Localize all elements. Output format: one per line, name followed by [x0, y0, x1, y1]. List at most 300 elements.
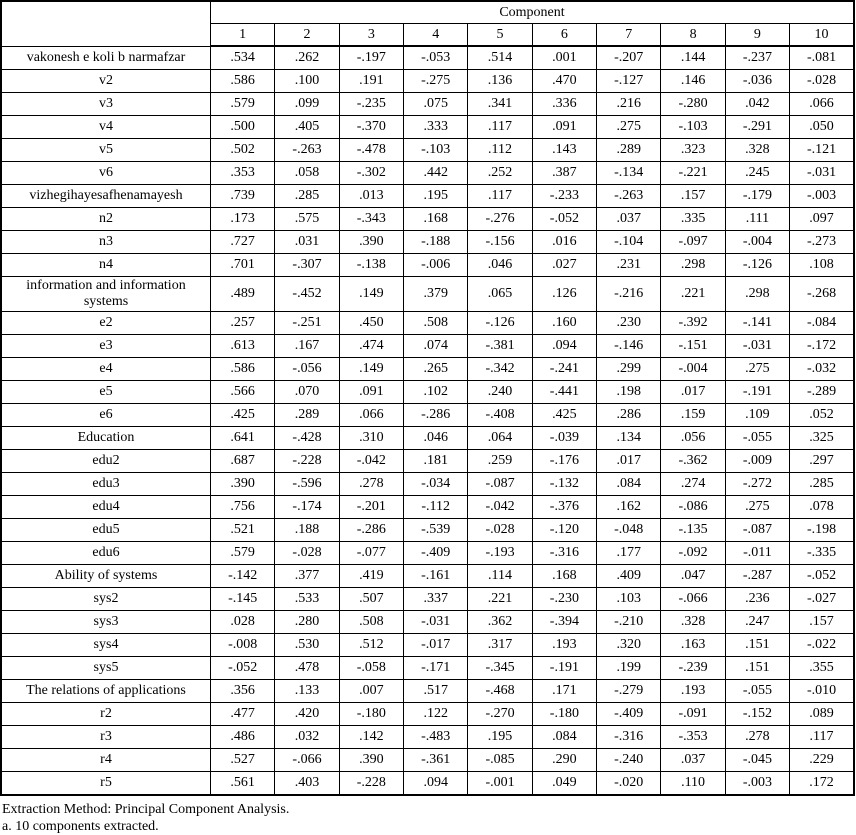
- matrix-cell: -.228: [275, 449, 339, 472]
- matrix-cell: .285: [275, 184, 339, 207]
- matrix-cell: .013: [339, 184, 403, 207]
- matrix-cell: -.135: [661, 518, 725, 541]
- matrix-cell: -.409: [404, 541, 468, 564]
- matrix-cell: .109: [725, 403, 789, 426]
- matrix-cell: .756: [211, 495, 275, 518]
- matrix-cell: -.241: [532, 357, 596, 380]
- matrix-cell: .058: [275, 161, 339, 184]
- table-row: [1, 46, 854, 69]
- matrix-cell: -.335: [790, 541, 854, 564]
- matrix-cell: .110: [661, 771, 725, 795]
- table-row: [1, 702, 854, 725]
- matrix-cell: .390: [339, 230, 403, 253]
- matrix-cell: -.042: [339, 449, 403, 472]
- row-label: v2: [1, 69, 211, 92]
- table-row: [1, 472, 854, 495]
- matrix-cell: .074: [404, 334, 468, 357]
- matrix-cell: -.028: [790, 69, 854, 92]
- matrix-cell: -.539: [404, 518, 468, 541]
- matrix-cell: .353: [211, 161, 275, 184]
- matrix-cell: .037: [661, 748, 725, 771]
- table-row: [1, 426, 854, 449]
- matrix-cell: .240: [468, 380, 532, 403]
- matrix-cell: -.045: [725, 748, 789, 771]
- matrix-cell: -.022: [790, 633, 854, 656]
- matrix-cell: .280: [275, 610, 339, 633]
- matrix-cell: .162: [597, 495, 661, 518]
- matrix-cell: .335: [661, 207, 725, 230]
- matrix-cell: .142: [339, 725, 403, 748]
- matrix-cell: -.132: [532, 472, 596, 495]
- table-footnotes: [2, 801, 856, 835]
- row-label: n3: [1, 230, 211, 253]
- matrix-cell: .278: [725, 725, 789, 748]
- matrix-cell: -.263: [275, 138, 339, 161]
- matrix-cell: -.394: [532, 610, 596, 633]
- matrix-cell: -.092: [661, 541, 725, 564]
- table-row: [1, 495, 854, 518]
- row-label: information and information systems: [1, 276, 211, 311]
- matrix-cell: .739: [211, 184, 275, 207]
- matrix-cell: .310: [339, 426, 403, 449]
- row-label: edu2: [1, 449, 211, 472]
- row-label: The relations of applications: [1, 679, 211, 702]
- matrix-cell: -.240: [597, 748, 661, 771]
- matrix-cell: -.276: [468, 207, 532, 230]
- matrix-cell: .149: [339, 276, 403, 311]
- matrix-cell: -.362: [661, 449, 725, 472]
- row-label: sys4: [1, 633, 211, 656]
- row-label: edu6: [1, 541, 211, 564]
- matrix-cell: .286: [597, 403, 661, 426]
- matrix-cell: -.126: [468, 311, 532, 334]
- matrix-cell: .289: [597, 138, 661, 161]
- matrix-cell: -.003: [790, 184, 854, 207]
- matrix-cell: -.441: [532, 380, 596, 403]
- row-label: e6: [1, 403, 211, 426]
- matrix-cell: -.235: [339, 92, 403, 115]
- table-row: [1, 115, 854, 138]
- matrix-cell: -.316: [532, 541, 596, 564]
- matrix-cell: -.086: [661, 495, 725, 518]
- matrix-cell: .420: [275, 702, 339, 725]
- matrix-cell: -.270: [468, 702, 532, 725]
- matrix-cell: -.004: [725, 230, 789, 253]
- matrix-cell: .323: [661, 138, 725, 161]
- matrix-cell: .425: [211, 403, 275, 426]
- matrix-cell: .245: [725, 161, 789, 184]
- matrix-cell: .143: [532, 138, 596, 161]
- column-header: 7: [597, 24, 661, 47]
- matrix-cell: .195: [468, 725, 532, 748]
- matrix-cell: -.001: [468, 771, 532, 795]
- matrix-cell: -.193: [468, 541, 532, 564]
- matrix-cell: .527: [211, 748, 275, 771]
- table-row: [1, 253, 854, 276]
- matrix-cell: .032: [275, 725, 339, 748]
- group-header-row: [1, 1, 854, 24]
- matrix-cell: .052: [790, 403, 854, 426]
- matrix-cell: -.055: [725, 426, 789, 449]
- matrix-cell: -.056: [275, 357, 339, 380]
- matrix-cell: -.188: [404, 230, 468, 253]
- matrix-cell: .221: [468, 587, 532, 610]
- matrix-cell: .409: [597, 564, 661, 587]
- matrix-cell: .356: [211, 679, 275, 702]
- matrix-cell: -.268: [790, 276, 854, 311]
- matrix-cell: .419: [339, 564, 403, 587]
- matrix-cell: -.286: [339, 518, 403, 541]
- matrix-cell: .508: [404, 311, 468, 334]
- row-label: sys3: [1, 610, 211, 633]
- matrix-cell: -.198: [790, 518, 854, 541]
- matrix-cell: -.039: [532, 426, 596, 449]
- row-label: n2: [1, 207, 211, 230]
- row-label: r5: [1, 771, 211, 795]
- matrix-cell: -.275: [404, 69, 468, 92]
- matrix-cell: -.121: [790, 138, 854, 161]
- matrix-cell: .167: [275, 334, 339, 357]
- matrix-cell: -.237: [725, 46, 789, 69]
- matrix-cell: .016: [532, 230, 596, 253]
- matrix-cell: .146: [661, 69, 725, 92]
- matrix-cell: .530: [275, 633, 339, 656]
- table-row: [1, 610, 854, 633]
- matrix-cell: .173: [211, 207, 275, 230]
- row-label: r4: [1, 748, 211, 771]
- table-row: [1, 207, 854, 230]
- matrix-cell: .502: [211, 138, 275, 161]
- table-row: [1, 276, 854, 311]
- matrix-cell: -.091: [661, 702, 725, 725]
- matrix-cell: -.345: [468, 656, 532, 679]
- matrix-cell: .477: [211, 702, 275, 725]
- matrix-cell: .317: [468, 633, 532, 656]
- table-row: [1, 725, 854, 748]
- matrix-cell: .075: [404, 92, 468, 115]
- matrix-cell: .114: [468, 564, 532, 587]
- matrix-cell: .328: [725, 138, 789, 161]
- matrix-cell: .177: [597, 541, 661, 564]
- matrix-cell: .265: [404, 357, 468, 380]
- matrix-cell: .066: [790, 92, 854, 115]
- matrix-cell: -.103: [661, 115, 725, 138]
- matrix-cell: .247: [725, 610, 789, 633]
- matrix-cell: -.097: [661, 230, 725, 253]
- matrix-cell: .181: [404, 449, 468, 472]
- table-row: [1, 656, 854, 679]
- matrix-cell: .727: [211, 230, 275, 253]
- matrix-cell: -.053: [404, 46, 468, 69]
- table-row: [1, 69, 854, 92]
- matrix-cell: -.233: [532, 184, 596, 207]
- matrix-cell: .377: [275, 564, 339, 587]
- matrix-cell: -.408: [468, 403, 532, 426]
- matrix-cell: -.289: [790, 380, 854, 403]
- table-row: [1, 564, 854, 587]
- column-header: 5: [468, 24, 532, 47]
- row-label: sys5: [1, 656, 211, 679]
- matrix-cell: -.011: [725, 541, 789, 564]
- matrix-cell: .390: [211, 472, 275, 495]
- matrix-cell: .084: [597, 472, 661, 495]
- matrix-cell: -.468: [468, 679, 532, 702]
- matrix-cell: .489: [211, 276, 275, 311]
- matrix-cell: .193: [661, 679, 725, 702]
- matrix-cell: -.452: [275, 276, 339, 311]
- matrix-cell: -.273: [790, 230, 854, 253]
- matrix-cell: .089: [790, 702, 854, 725]
- matrix-cell: .274: [661, 472, 725, 495]
- matrix-cell: .111: [725, 207, 789, 230]
- matrix-cell: .084: [532, 725, 596, 748]
- matrix-cell: .478: [275, 656, 339, 679]
- matrix-cell: .337: [404, 587, 468, 610]
- matrix-cell: .259: [468, 449, 532, 472]
- matrix-cell: .099: [275, 92, 339, 115]
- matrix-cell: .405: [275, 115, 339, 138]
- matrix-cell: .198: [597, 380, 661, 403]
- matrix-cell: .500: [211, 115, 275, 138]
- matrix-cell: -.055: [725, 679, 789, 702]
- matrix-cell: -.120: [532, 518, 596, 541]
- matrix-cell: .252: [468, 161, 532, 184]
- matrix-cell: .403: [275, 771, 339, 795]
- matrix-cell: .341: [468, 92, 532, 115]
- matrix-cell: -.191: [725, 380, 789, 403]
- matrix-cell: -.087: [468, 472, 532, 495]
- row-label: Ability of systems: [1, 564, 211, 587]
- matrix-cell: .701: [211, 253, 275, 276]
- matrix-cell: -.478: [339, 138, 403, 161]
- matrix-cell: -.287: [725, 564, 789, 587]
- matrix-cell: -.048: [597, 518, 661, 541]
- table-body: [1, 46, 854, 795]
- matrix-cell: .299: [597, 357, 661, 380]
- matrix-cell: -.017: [404, 633, 468, 656]
- matrix-cell: .102: [404, 380, 468, 403]
- matrix-cell: -.156: [468, 230, 532, 253]
- matrix-cell: .151: [725, 633, 789, 656]
- matrix-cell: .136: [468, 69, 532, 92]
- matrix-cell: .575: [275, 207, 339, 230]
- matrix-cell: -.172: [790, 334, 854, 357]
- matrix-cell: .168: [532, 564, 596, 587]
- matrix-cell: -.142: [211, 564, 275, 587]
- matrix-cell: .298: [725, 276, 789, 311]
- table-row: [1, 380, 854, 403]
- matrix-cell: -.052: [790, 564, 854, 587]
- column-header: 10: [790, 24, 854, 47]
- row-label: n4: [1, 253, 211, 276]
- row-label: vakonesh e koli b narmafzar: [1, 46, 211, 69]
- matrix-cell: .387: [532, 161, 596, 184]
- matrix-cell: -.180: [339, 702, 403, 725]
- table-row: [1, 748, 854, 771]
- matrix-cell: .112: [468, 138, 532, 161]
- matrix-cell: .103: [597, 587, 661, 610]
- matrix-cell: -.483: [404, 725, 468, 748]
- matrix-cell: .007: [339, 679, 403, 702]
- matrix-cell: .078: [790, 495, 854, 518]
- table-row: [1, 679, 854, 702]
- table-row: [1, 230, 854, 253]
- matrix-cell: .117: [468, 184, 532, 207]
- matrix-cell: -.286: [404, 403, 468, 426]
- matrix-cell: .512: [339, 633, 403, 656]
- matrix-cell: -.221: [661, 161, 725, 184]
- matrix-cell: -.052: [211, 656, 275, 679]
- matrix-cell: -.031: [404, 610, 468, 633]
- matrix-cell: -.028: [275, 541, 339, 564]
- row-label: v4: [1, 115, 211, 138]
- matrix-cell: -.428: [275, 426, 339, 449]
- matrix-cell: .298: [661, 253, 725, 276]
- matrix-cell: .566: [211, 380, 275, 403]
- matrix-cell: -.174: [275, 495, 339, 518]
- matrix-cell: .362: [468, 610, 532, 633]
- matrix-cell: .047: [661, 564, 725, 587]
- matrix-cell: -.343: [339, 207, 403, 230]
- matrix-cell: .262: [275, 46, 339, 69]
- matrix-cell: .470: [532, 69, 596, 92]
- matrix-cell: -.020: [597, 771, 661, 795]
- matrix-cell: -.042: [468, 495, 532, 518]
- matrix-cell: .133: [275, 679, 339, 702]
- row-label: edu4: [1, 495, 211, 518]
- matrix-cell: .579: [211, 92, 275, 115]
- matrix-cell: .117: [468, 115, 532, 138]
- matrix-cell: .289: [275, 403, 339, 426]
- matrix-cell: .168: [404, 207, 468, 230]
- matrix-cell: -.104: [597, 230, 661, 253]
- matrix-cell: .442: [404, 161, 468, 184]
- table-row: [1, 161, 854, 184]
- matrix-cell: -.066: [661, 587, 725, 610]
- table-row: [1, 518, 854, 541]
- matrix-cell: .050: [790, 115, 854, 138]
- column-header: 1: [211, 24, 275, 47]
- matrix-cell: .017: [661, 380, 725, 403]
- matrix-cell: -.370: [339, 115, 403, 138]
- matrix-cell: -.087: [725, 518, 789, 541]
- matrix-cell: -.127: [597, 69, 661, 92]
- matrix-cell: .199: [597, 656, 661, 679]
- matrix-cell: -.171: [404, 656, 468, 679]
- matrix-cell: .229: [790, 748, 854, 771]
- matrix-cell: -.376: [532, 495, 596, 518]
- matrix-cell: -.058: [339, 656, 403, 679]
- matrix-cell: -.145: [211, 587, 275, 610]
- row-label: v3: [1, 92, 211, 115]
- matrix-cell: .320: [597, 633, 661, 656]
- matrix-cell: .091: [339, 380, 403, 403]
- matrix-cell: -.052: [532, 207, 596, 230]
- matrix-cell: -.036: [725, 69, 789, 92]
- matrix-cell: .474: [339, 334, 403, 357]
- matrix-cell: -.112: [404, 495, 468, 518]
- matrix-cell: -.251: [275, 311, 339, 334]
- row-label: e5: [1, 380, 211, 403]
- matrix-cell: -.004: [661, 357, 725, 380]
- matrix-cell: -.027: [790, 587, 854, 610]
- matrix-cell: .285: [790, 472, 854, 495]
- table-row: [1, 334, 854, 357]
- matrix-cell: -.230: [532, 587, 596, 610]
- table-header: [1, 1, 854, 46]
- matrix-cell: .070: [275, 380, 339, 403]
- row-label: e2: [1, 311, 211, 334]
- extraction-method-note: Extraction Method: Principal Component Analysis.: [2, 801, 290, 817]
- matrix-cell: -.081: [790, 46, 854, 69]
- matrix-cell: -.028: [468, 518, 532, 541]
- matrix-cell: .160: [532, 311, 596, 334]
- matrix-cell: .508: [339, 610, 403, 633]
- component-group-header: Component: [211, 1, 855, 24]
- matrix-cell: .163: [661, 633, 725, 656]
- matrix-cell: .325: [790, 426, 854, 449]
- matrix-cell: -.228: [339, 771, 403, 795]
- matrix-cell: .157: [661, 184, 725, 207]
- column-header: 2: [275, 24, 339, 47]
- matrix-cell: -.003: [725, 771, 789, 795]
- matrix-cell: -.179: [725, 184, 789, 207]
- matrix-cell: .172: [790, 771, 854, 795]
- matrix-cell: .193: [532, 633, 596, 656]
- matrix-cell: .390: [339, 748, 403, 771]
- matrix-cell: .221: [661, 276, 725, 311]
- matrix-cell: -.201: [339, 495, 403, 518]
- matrix-cell: .613: [211, 334, 275, 357]
- matrix-cell: -.272: [725, 472, 789, 495]
- matrix-cell: -.279: [597, 679, 661, 702]
- matrix-cell: -.180: [532, 702, 596, 725]
- table-row: [1, 403, 854, 426]
- matrix-cell: .514: [468, 46, 532, 69]
- matrix-cell: .195: [404, 184, 468, 207]
- row-label: r3: [1, 725, 211, 748]
- matrix-cell: .157: [790, 610, 854, 633]
- matrix-cell: -.263: [597, 184, 661, 207]
- matrix-cell: .065: [468, 276, 532, 311]
- matrix-cell: -.361: [404, 748, 468, 771]
- matrix-cell: .507: [339, 587, 403, 610]
- matrix-cell: -.103: [404, 138, 468, 161]
- table-row: [1, 541, 854, 564]
- matrix-cell: .579: [211, 541, 275, 564]
- matrix-cell: .533: [275, 587, 339, 610]
- row-label: e4: [1, 357, 211, 380]
- row-label: v6: [1, 161, 211, 184]
- matrix-cell: .046: [468, 253, 532, 276]
- matrix-cell: .687: [211, 449, 275, 472]
- components-extracted-note: a. 10 components extracted.: [2, 818, 159, 834]
- matrix-cell: .328: [661, 610, 725, 633]
- matrix-cell: .117: [790, 725, 854, 748]
- column-header: 9: [725, 24, 789, 47]
- matrix-cell: .275: [725, 357, 789, 380]
- matrix-cell: -.077: [339, 541, 403, 564]
- matrix-cell: -.084: [790, 311, 854, 334]
- table-row: [1, 92, 854, 115]
- matrix-cell: .097: [790, 207, 854, 230]
- matrix-cell: -.216: [597, 276, 661, 311]
- column-header: 6: [532, 24, 596, 47]
- matrix-cell: -.381: [468, 334, 532, 357]
- matrix-cell: .641: [211, 426, 275, 449]
- matrix-cell: .586: [211, 69, 275, 92]
- matrix-cell: -.152: [725, 702, 789, 725]
